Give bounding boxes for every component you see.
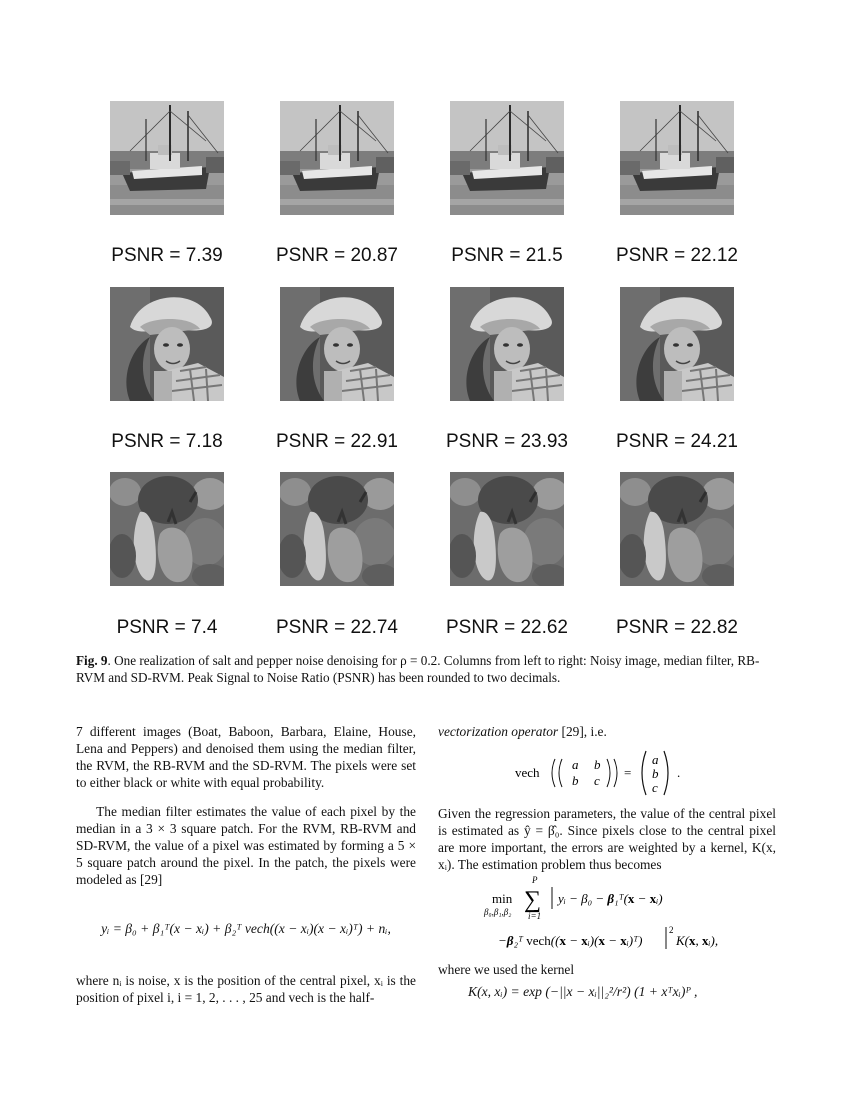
svg-text:a: a <box>652 752 659 767</box>
lena-median-image <box>280 287 394 401</box>
paragraph: 7 different images (Boat, Baboon, Barbara, Elaine, House, Lena and Peppers) and denoised them using the median filter, the RVM, the RB-RVM and the SD-RVM. The pixels were set to either black or white with equal probability. <box>76 724 416 790</box>
right-column-p2 <box>438 805 776 873</box>
peppers-sdrvm-image <box>620 472 734 586</box>
psnr-label: PSNR = 7.39 <box>111 245 223 266</box>
lena-noisy-image <box>110 287 224 401</box>
text: [29], i.e. <box>558 724 607 739</box>
psnr-label: PSNR = 21.5 <box>451 245 563 266</box>
equation-kernel: K(x, xᵢ) = exp (−||x − xᵢ||₂²/r²) (1 + xᵀxᵢ)ᴾ , <box>468 984 698 999</box>
caption-label: Fig. 9 <box>76 653 108 668</box>
psnr-label: PSNR = 22.82 <box>616 617 738 638</box>
peppers-noisy-image <box>110 472 224 586</box>
svg-text:2: 2 <box>669 925 674 935</box>
paragraph <box>438 723 776 740</box>
svg-text:=: = <box>624 765 632 780</box>
psnr-label: PSNR = 22.62 <box>446 617 568 638</box>
left-column-cont <box>76 972 416 1006</box>
figure-caption <box>76 652 776 686</box>
boat-median-image <box>280 101 394 215</box>
svg-text:β₀,β₁,β₂: β₀,β₁,β₂ <box>484 907 512 917</box>
right-column <box>438 723 776 740</box>
svg-text:c: c <box>652 780 658 795</box>
svg-text:K(x, xᵢ),: K(x, xᵢ), <box>676 933 719 948</box>
psnr-label: PSNR = 24.21 <box>616 431 738 452</box>
paragraph: where nᵢ is noise, x is the position of the central pixel, xᵢ is the position of pixel i, i = 1, 2, . . . , 25 and vech is the half- <box>76 973 416 1005</box>
equation-patch-model: yᵢ = β₀ + β₁ᵀ(x − xᵢ) + β₂ᵀ vech((x − xᵢ)(x − xᵢ)ᵀ) + nᵢ, <box>101 921 391 936</box>
peppers-median-image <box>280 472 394 586</box>
caption-text: . One realization of salt and pepper noise denoising for ρ = 0.2. Columns from left to right: Noisy image, median filter, RB-RVM and SD-RVM. Peak Signal to Noise Ratio (PSNR) has been rounded to two decimals. <box>76 653 760 685</box>
svg-text:c: c <box>594 773 600 788</box>
right-column-p3 <box>438 961 776 978</box>
svg-text:a: a <box>572 757 579 772</box>
peppers-rbrvm-image <box>450 472 564 586</box>
equation-minimization <box>470 875 770 955</box>
psnr-label: PSNR = 7.18 <box>111 431 223 452</box>
psnr-label: PSNR = 7.4 <box>116 617 218 638</box>
lena-rbrvm-image <box>450 287 564 401</box>
svg-text:b: b <box>594 757 601 772</box>
svg-text:min: min <box>492 891 513 906</box>
boat-sdrvm-image <box>620 101 734 215</box>
left-column <box>76 723 416 888</box>
svg-text:yᵢ − β₀ − β₁ᵀ(x − xᵢ): yᵢ − β₀ − β₁ᵀ(x − xᵢ) <box>558 891 663 906</box>
psnr-label: PSNR = 23.93 <box>446 431 568 452</box>
svg-text:P: P <box>532 875 538 885</box>
paragraph: where we used the kernel <box>438 962 575 977</box>
vech-op: vech <box>515 765 540 780</box>
psnr-label: PSNR = 22.91 <box>276 431 398 452</box>
paragraph: The median filter estimates the value of each pixel by the median in a 3 × 3 square patch. For the RVM, RB-RVM and SD-RVM, the value of a pixel was estimated by forming a 5 × 5 square patch around the pixel. In the patch, the pixels were modeled as [29] <box>76 804 416 887</box>
lena-sdrvm-image <box>620 287 734 401</box>
boat-noisy-image <box>110 101 224 215</box>
svg-text:.: . <box>677 765 681 780</box>
svg-text:b: b <box>572 773 579 788</box>
equation-vech <box>515 747 715 797</box>
svg-text:b: b <box>652 766 659 781</box>
svg-text:i=1: i=1 <box>528 911 542 921</box>
psnr-label: PSNR = 22.12 <box>616 245 738 266</box>
emphasis: vectorization operator <box>438 724 559 739</box>
boat-rbrvm-image <box>450 101 564 215</box>
svg-text:−β₂ᵀ vech((x − xᵢ)(x − xᵢ)ᵀ): −β₂ᵀ vech((x − xᵢ)(x − xᵢ)ᵀ) <box>498 933 643 948</box>
svg-text:∑: ∑ <box>524 887 542 913</box>
psnr-label: PSNR = 20.87 <box>276 245 398 266</box>
paragraph: Given the regression parameters, the value of the central pixel is estimated as ŷ = β̂₀. Since pixels close to the central pixel are more important, the errors are weighted by a kernel, K(x, xᵢ). The estimation problem thus becomes <box>438 806 776 872</box>
psnr-label: PSNR = 22.74 <box>276 617 398 638</box>
